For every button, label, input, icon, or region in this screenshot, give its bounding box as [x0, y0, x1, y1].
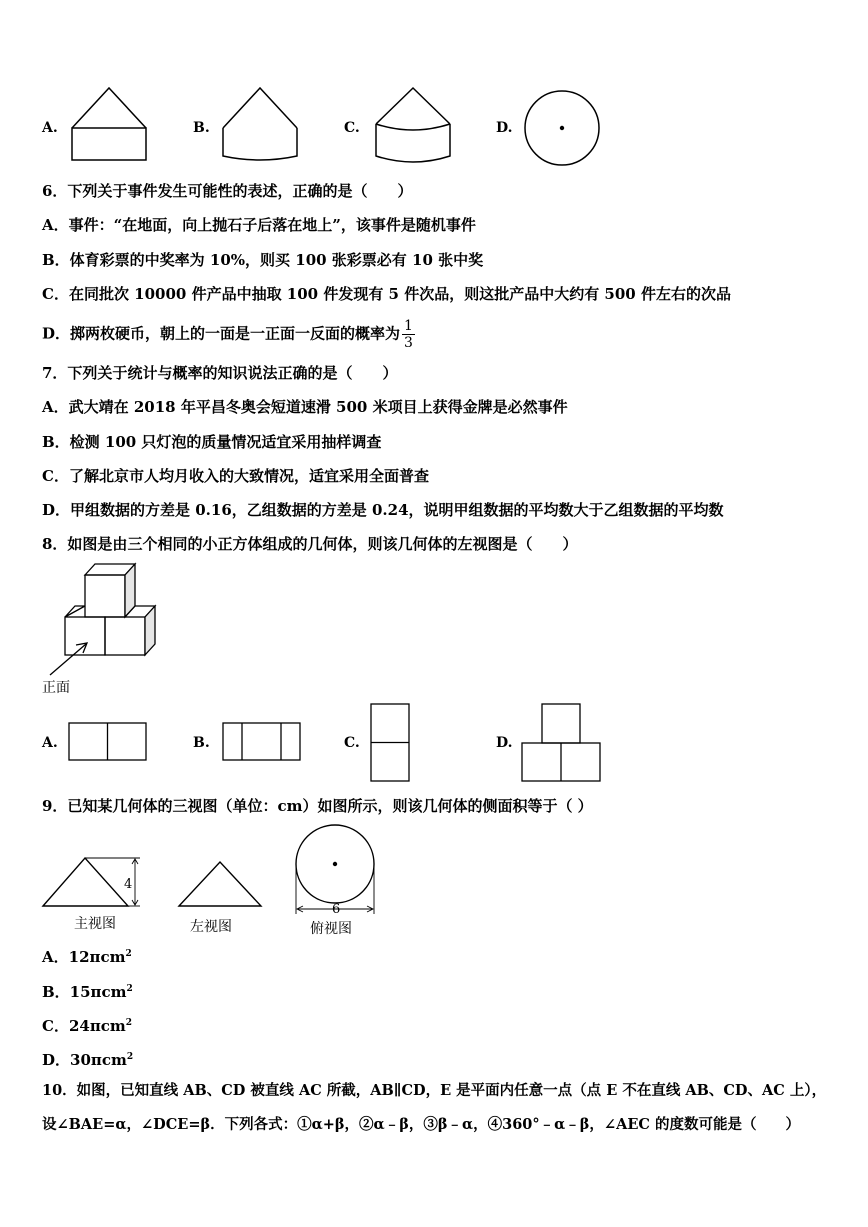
q8-option-d-figure [521, 703, 603, 783]
q10-line1: 10．如图，已知直线 AB、CD 被直线 AC 所截，AB∥CD，E 是平面内任意一点（点 E 不在直线 AB、CD、AC 上）， [42, 1082, 827, 1099]
q9-dim-height: 4 [124, 877, 133, 892]
q7-option-c: C．了解北京市人均月收入的大致情况，适宜采用全面普查 [42, 467, 429, 485]
q9-option-b-text: B．15πcm [42, 983, 127, 1001]
q9-option-b-sup: 2 [126, 984, 133, 994]
q9-option-d [42, 1047, 133, 1070]
q8-stem: 8．如图是由三个相同的小正方体组成的几何体，则该几何体的左视图是（ ） [42, 535, 578, 553]
q9-option-a [42, 944, 132, 967]
q9-option-a-text: A．12πcm [42, 948, 126, 966]
q5-option-b-label: B. [193, 120, 210, 136]
q5-option-a-label: A. [42, 120, 58, 136]
q8-option-c-figure [370, 703, 412, 783]
q8-option-b-figure [222, 722, 302, 762]
q9-caption-top: 俯视图 [310, 921, 352, 937]
q8-option-c-label: C. [344, 735, 360, 751]
q8-option-a-figure [68, 722, 148, 762]
q7-option-b: B．检测 100 只灯泡的质量情况适宜采用抽样调查 [42, 433, 382, 451]
q7-option-a: A．武大靖在 2018 年平昌冬奥会短道速滑 500 米项目上获得金牌是必然事件 [42, 398, 568, 416]
q5-option-b-figure [221, 86, 301, 166]
q9-option-d-sup: 2 [126, 1052, 134, 1062]
q6-option-c: C．在同批次 10000 件产品中抽取 100 件发现有 5 件次品，则这批产品中大约有 500 件左右的次品 [42, 285, 731, 303]
q9-option-c-sup: 2 [125, 1018, 133, 1028]
q7-option-d: D．甲组数据的方差是 0.16，乙组数据的方差是 0.24，说明甲组数据的平均数大于乙组数据的平均数 [42, 501, 724, 519]
q9-stem: 9．已知某几何体的三视图（单位：cm）如图所示，则该几何体的侧面积等于（ ） [42, 797, 593, 815]
q5-option-c-label: C. [344, 120, 360, 136]
q6-option-a: A．事件：“在地面，向上抛石子后落在地上”，该事件是随机事件 [42, 216, 476, 234]
q10-line2: 设∠BAE=α，∠DCE=β．下列各式：①α+β，②α﹣β，③β﹣α，④360°﹣α﹣β，∠AEC 的度数可能是（ ） [42, 1116, 800, 1133]
q9-option-c-text: C．24πcm [42, 1017, 126, 1035]
q6-option-b: B．体育彩票的中奖率为 10%，则买 100 张彩票必有 10 张中奖 [42, 251, 484, 269]
q9-option-a-sup: 2 [125, 949, 132, 959]
q6-fraction-denominator: 3 [404, 335, 413, 351]
q9-option-d-text: D．30πcm [42, 1051, 127, 1069]
q5-option-c-figure [374, 86, 454, 166]
q9-left-view-figure [178, 860, 264, 910]
q9-front-view-figure [42, 856, 152, 912]
q9-dim-width: 6 [332, 902, 341, 917]
q6-stem: 6．下列关于事件发生可能性的表述，正确的是（ ） [42, 182, 413, 200]
q8-front-label: 正面 [42, 680, 70, 696]
q9-option-c [42, 1013, 132, 1036]
q6-option-d-text: D．掷两枚硬币，朝上的一面是一正面一反面的概率为 [42, 324, 401, 343]
q8-option-d-label: D. [496, 735, 513, 751]
q6-fraction-numerator: 1 [404, 318, 413, 334]
q5-option-d-label: D. [496, 120, 513, 136]
q6-fraction [402, 318, 415, 351]
q9-caption-front: 主视图 [74, 916, 116, 932]
q8-option-a-label: A. [42, 735, 58, 751]
q5-option-a-figure [70, 86, 150, 162]
q7-stem: 7．下列关于统计与概率的知识说法正确的是（ ） [42, 364, 398, 382]
q9-option-b [42, 979, 133, 1002]
q9-caption-left: 左视图 [190, 919, 232, 935]
q8-option-b-label: B. [193, 735, 210, 751]
q5-option-d-figure [524, 90, 604, 170]
q6-option-d [42, 318, 415, 351]
